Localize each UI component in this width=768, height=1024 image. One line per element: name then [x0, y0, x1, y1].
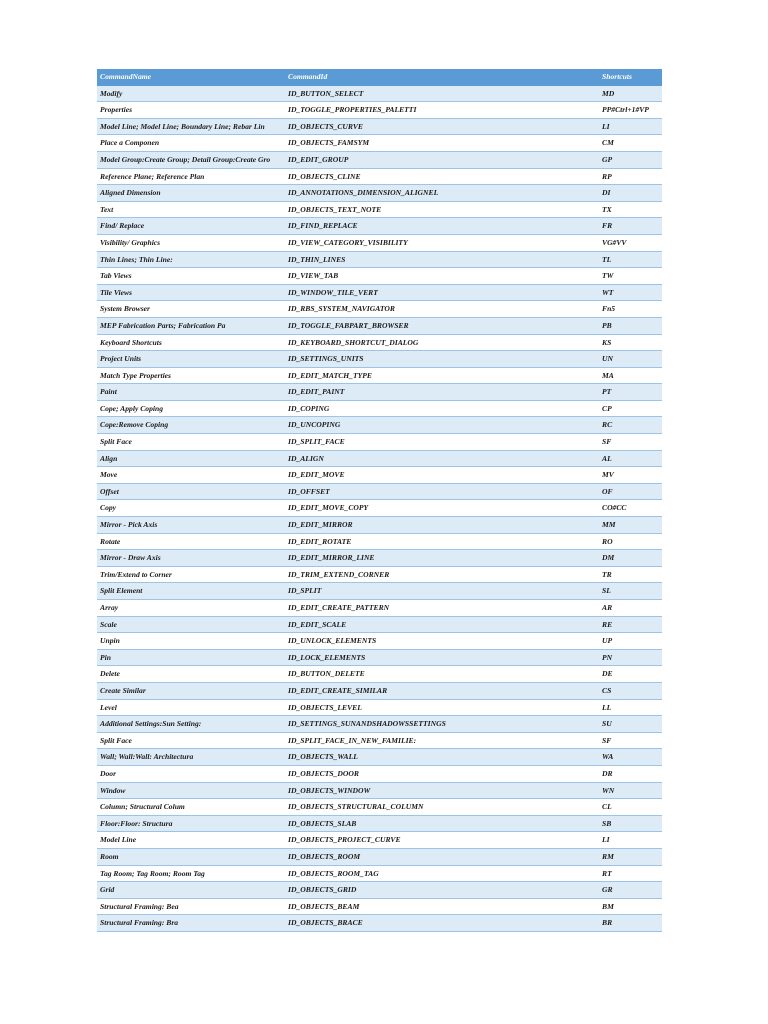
command-id-cell: ID_SPLIT_FACE_IN_NEW_FAMILIE: [285, 732, 599, 749]
command-name-cell: Mirror - Pick Axis [97, 517, 285, 534]
command-id-cell: ID_EDIT_MOVE_COPY [285, 500, 599, 517]
table-row [97, 732, 662, 749]
command-id-cell: ID_BUTTON_SELECT [285, 85, 599, 102]
command-name-cell: Mirror - Draw Axis [97, 550, 285, 567]
command-name-cell: Paint [97, 384, 285, 401]
table-row [97, 500, 662, 517]
command-name-cell: Cope; Apply Coping [97, 400, 285, 417]
shortcut-cell: OF [599, 483, 662, 500]
table-row [97, 765, 662, 782]
command-name-cell: Rotate [97, 533, 285, 550]
table-row [97, 102, 662, 119]
command-name-cell: Trim/Extend to Corner [97, 566, 285, 583]
command-id-cell: ID_OBJECTS_FAMSYM [285, 135, 599, 152]
shortcut-cell: AR [599, 600, 662, 617]
command-name-cell: Window [97, 782, 285, 799]
header-shortcuts: Shortcuts [599, 69, 662, 85]
shortcut-cell: BM [599, 898, 662, 915]
command-name-cell: Copy [97, 500, 285, 517]
shortcut-cell: GR [599, 882, 662, 899]
table-row [97, 367, 662, 384]
table-row [97, 682, 662, 699]
command-name-cell: Find/ Replace [97, 218, 285, 235]
command-name-cell: Visibility/ Graphics [97, 234, 285, 251]
command-name-cell: Structural Framing: Bea [97, 898, 285, 915]
shortcut-cell: RO [599, 533, 662, 550]
command-id-cell: ID_RBS_SYSTEM_NAVIGATOR [285, 301, 599, 318]
shortcut-cell: LI [599, 832, 662, 849]
shortcut-cell: VG#VV [599, 234, 662, 251]
command-id-cell: ID_OBJECTS_DOOR [285, 765, 599, 782]
command-name-cell: MEP Fabrication Parts; Fabrication Pa [97, 317, 285, 334]
command-id-cell: ID_UNLOCK_ELEMENTS [285, 633, 599, 650]
command-name-cell: Text [97, 201, 285, 218]
command-name-cell: Delete [97, 666, 285, 683]
table-row [97, 284, 662, 301]
table-row [97, 151, 662, 168]
command-name-cell: Aligned Dimension [97, 185, 285, 202]
table-row [97, 234, 662, 251]
shortcut-cell: CL [599, 799, 662, 816]
table-row [97, 550, 662, 567]
command-id-cell: ID_EDIT_CREATE_SIMILAR [285, 682, 599, 699]
shortcut-cell: CM [599, 135, 662, 152]
shortcut-cell: UP [599, 633, 662, 650]
table-row [97, 616, 662, 633]
table-row [97, 848, 662, 865]
command-id-cell: ID_SPLIT [285, 583, 599, 600]
shortcut-cell: RP [599, 168, 662, 185]
command-name-cell: Split Face [97, 732, 285, 749]
table-row [97, 384, 662, 401]
shortcut-cell: Fn5 [599, 301, 662, 318]
command-name-cell: Grid [97, 882, 285, 899]
table-row [97, 882, 662, 899]
command-name-cell: Unpin [97, 633, 285, 650]
shortcut-cell: KS [599, 334, 662, 351]
command-id-cell: ID_EDIT_ROTATE [285, 533, 599, 550]
command-name-cell: Align [97, 450, 285, 467]
command-id-cell: ID_OBJECTS_GRID [285, 882, 599, 899]
command-name-cell: Project Units [97, 351, 285, 368]
command-id-cell: ID_BUTTON_DELETE [285, 666, 599, 683]
command-id-cell: ID_EDIT_MIRROR [285, 517, 599, 534]
command-id-cell: ID_LOCK_ELEMENTS [285, 649, 599, 666]
shortcut-cell: PT [599, 384, 662, 401]
command-name-cell: Move [97, 467, 285, 484]
table-row [97, 85, 662, 102]
command-name-cell: Model Line [97, 832, 285, 849]
command-id-cell: ID_EDIT_SCALE [285, 616, 599, 633]
command-id-cell: ID_OBJECTS_CLINE [285, 168, 599, 185]
header-command-id: CommandId [285, 69, 599, 85]
shortcut-cell: WA [599, 749, 662, 766]
table-row [97, 749, 662, 766]
command-name-cell: Reference Plane; Reference Plan [97, 168, 285, 185]
shortcut-cell: SF [599, 434, 662, 451]
command-name-cell: Cope:Remove Coping [97, 417, 285, 434]
shortcut-cell: MA [599, 367, 662, 384]
table-row [97, 600, 662, 617]
shortcut-cell: GP [599, 151, 662, 168]
command-name-cell: Scale [97, 616, 285, 633]
table-row [97, 699, 662, 716]
shortcut-cell: FR [599, 218, 662, 235]
command-id-cell: ID_SPLIT_FACE [285, 434, 599, 451]
command-name-cell: Tile Views [97, 284, 285, 301]
table-row [97, 135, 662, 152]
command-name-cell: Door [97, 765, 285, 782]
command-name-cell: Floor:Floor: Structura [97, 815, 285, 832]
command-id-cell: ID_ALIGN [285, 450, 599, 467]
command-name-cell: Split Element [97, 583, 285, 600]
command-name-cell: Array [97, 600, 285, 617]
table-row [97, 268, 662, 285]
command-name-cell: Split Face [97, 434, 285, 451]
shortcut-cell: SU [599, 716, 662, 733]
command-name-cell: Structural Framing: Bra [97, 915, 285, 932]
command-id-cell: ID_OBJECTS_PROJECT_CURVE [285, 832, 599, 849]
shortcut-cell: RE [599, 616, 662, 633]
shortcut-cell: WN [599, 782, 662, 799]
table-row [97, 633, 662, 650]
table-row [97, 865, 662, 882]
command-id-cell: ID_OBJECTS_WINDOW [285, 782, 599, 799]
command-name-cell: Keyboard Shortcuts [97, 334, 285, 351]
command-id-cell: ID_KEYBOARD_SHORTCUT_DIALOG [285, 334, 599, 351]
command-name-cell: Place a Componen [97, 135, 285, 152]
command-id-cell: ID_OFFSET [285, 483, 599, 500]
command-name-cell: Match Type Properties [97, 367, 285, 384]
command-id-cell: ID_TOGGLE_FABPART_BROWSER [285, 317, 599, 334]
table-row [97, 334, 662, 351]
command-id-cell: ID_OBJECTS_ROOM [285, 848, 599, 865]
shortcut-cell: TX [599, 201, 662, 218]
command-id-cell: ID_OBJECTS_LEVEL [285, 699, 599, 716]
command-name-cell: Tag Room; Tag Room; Room Tag [97, 865, 285, 882]
shortcut-cell: DI [599, 185, 662, 202]
command-id-cell: ID_EDIT_GROUP [285, 151, 599, 168]
shortcut-cell: TR [599, 566, 662, 583]
table-row [97, 533, 662, 550]
command-id-cell: ID_VIEW_TAB [285, 268, 599, 285]
command-id-cell: ID_COPING [285, 400, 599, 417]
command-id-cell: ID_OBJECTS_CURVE [285, 118, 599, 135]
command-id-cell: ID_OBJECTS_STRUCTURAL_COLUMN [285, 799, 599, 816]
table-row [97, 351, 662, 368]
shortcut-cell: BR [599, 915, 662, 932]
command-id-cell: ID_EDIT_CREATE_PATTERN [285, 600, 599, 617]
command-id-cell: ID_ANNOTATIONS_DIMENSION_ALIGNEL [285, 185, 599, 202]
command-name-cell: Model Group:Create Group; Detail Group:Create Gro [97, 151, 285, 168]
command-id-cell: ID_OBJECTS_BEAM [285, 898, 599, 915]
command-id-cell: ID_OBJECTS_BRACE [285, 915, 599, 932]
command-id-cell: ID_EDIT_PAINT [285, 384, 599, 401]
command-name-cell: Thin Lines; Thin Line: [97, 251, 285, 268]
command-name-cell: Offset [97, 483, 285, 500]
table-row [97, 434, 662, 451]
command-id-cell: ID_OBJECTS_ROOM_TAG [285, 865, 599, 882]
shortcut-cell: LI [599, 118, 662, 135]
table-row [97, 118, 662, 135]
shortcut-cell: RM [599, 848, 662, 865]
command-name-cell: Properties [97, 102, 285, 119]
command-name-cell: Tab Views [97, 268, 285, 285]
command-name-cell: Level [97, 699, 285, 716]
shortcut-cell: WT [599, 284, 662, 301]
header-row [97, 69, 662, 85]
table-row [97, 583, 662, 600]
command-name-cell: Additional Settings:Sun Setting: [97, 716, 285, 733]
shortcut-cell: DR [599, 765, 662, 782]
table-row [97, 716, 662, 733]
table-row [97, 566, 662, 583]
shortcut-cell: DM [599, 550, 662, 567]
shortcut-cell: SF [599, 732, 662, 749]
command-id-cell: ID_WINDOW_TILE_VERT [285, 284, 599, 301]
command-id-cell: ID_UNCOPING [285, 417, 599, 434]
shortcut-cell: TL [599, 251, 662, 268]
shortcut-cell: CS [599, 682, 662, 699]
shortcut-cell: MD [599, 85, 662, 102]
shortcut-cell: MV [599, 467, 662, 484]
table-row [97, 168, 662, 185]
table-row [97, 201, 662, 218]
command-id-cell: ID_OBJECTS_WALL [285, 749, 599, 766]
command-name-cell: Model Line; Model Line; Boundary Line; Rebar Lin [97, 118, 285, 135]
table-row [97, 417, 662, 434]
table-row [97, 450, 662, 467]
shortcuts-table [97, 69, 662, 932]
shortcut-cell: SB [599, 815, 662, 832]
shortcut-cell: CO#CC [599, 500, 662, 517]
command-id-cell: ID_OBJECTS_TEXT_NOTE [285, 201, 599, 218]
command-name-cell: Create Similar [97, 682, 285, 699]
command-id-cell: ID_FIND_REPLACE [285, 218, 599, 235]
command-name-cell: Modify [97, 85, 285, 102]
shortcut-cell: AL [599, 450, 662, 467]
shortcut-cell: PP#Ctrl+1#VP [599, 102, 662, 119]
command-id-cell: ID_TOGGLE_PROPERTIES_PALETTI [285, 102, 599, 119]
command-name-cell: Pin [97, 649, 285, 666]
shortcut-cell: CP [599, 400, 662, 417]
table-row [97, 218, 662, 235]
table-row [97, 666, 662, 683]
table-row [97, 782, 662, 799]
table-row [97, 301, 662, 318]
table-row [97, 400, 662, 417]
shortcut-cell: SL [599, 583, 662, 600]
table-row [97, 898, 662, 915]
command-id-cell: ID_SETTINGS_UNITS [285, 351, 599, 368]
shortcut-cell: DE [599, 666, 662, 683]
table-row [97, 799, 662, 816]
shortcut-cell: PB [599, 317, 662, 334]
command-name-cell: Column; Structural Colum [97, 799, 285, 816]
command-id-cell: ID_SETTINGS_SUNANDSHADOWSSETTINGS [285, 716, 599, 733]
command-name-cell: Wall; Wall:Wall: Architectura [97, 749, 285, 766]
table-row [97, 185, 662, 202]
shortcut-cell: RT [599, 865, 662, 882]
shortcut-cell: PN [599, 649, 662, 666]
command-id-cell: ID_THIN_LINES [285, 251, 599, 268]
command-name-cell: System Browser [97, 301, 285, 318]
header-command-name: CommandName [97, 69, 285, 85]
table-row [97, 832, 662, 849]
command-id-cell: ID_EDIT_MIRROR_LINE [285, 550, 599, 567]
shortcut-cell: MM [599, 517, 662, 534]
command-name-cell: Room [97, 848, 285, 865]
shortcut-cell: RC [599, 417, 662, 434]
shortcut-cell: LL [599, 699, 662, 716]
command-id-cell: ID_EDIT_MATCH_TYPE [285, 367, 599, 384]
table-row [97, 467, 662, 484]
shortcut-cell: UN [599, 351, 662, 368]
table-row [97, 517, 662, 534]
shortcut-cell: TW [599, 268, 662, 285]
table-row [97, 915, 662, 932]
command-id-cell: ID_EDIT_MOVE [285, 467, 599, 484]
command-id-cell: ID_TRIM_EXTEND_CORNER [285, 566, 599, 583]
table-row [97, 649, 662, 666]
table-row [97, 815, 662, 832]
command-id-cell: ID_OBJECTS_SLAB [285, 815, 599, 832]
command-id-cell: ID_VIEW_CATEGORY_VISIBILITY [285, 234, 599, 251]
table-row [97, 317, 662, 334]
table-row [97, 483, 662, 500]
table-row [97, 251, 662, 268]
